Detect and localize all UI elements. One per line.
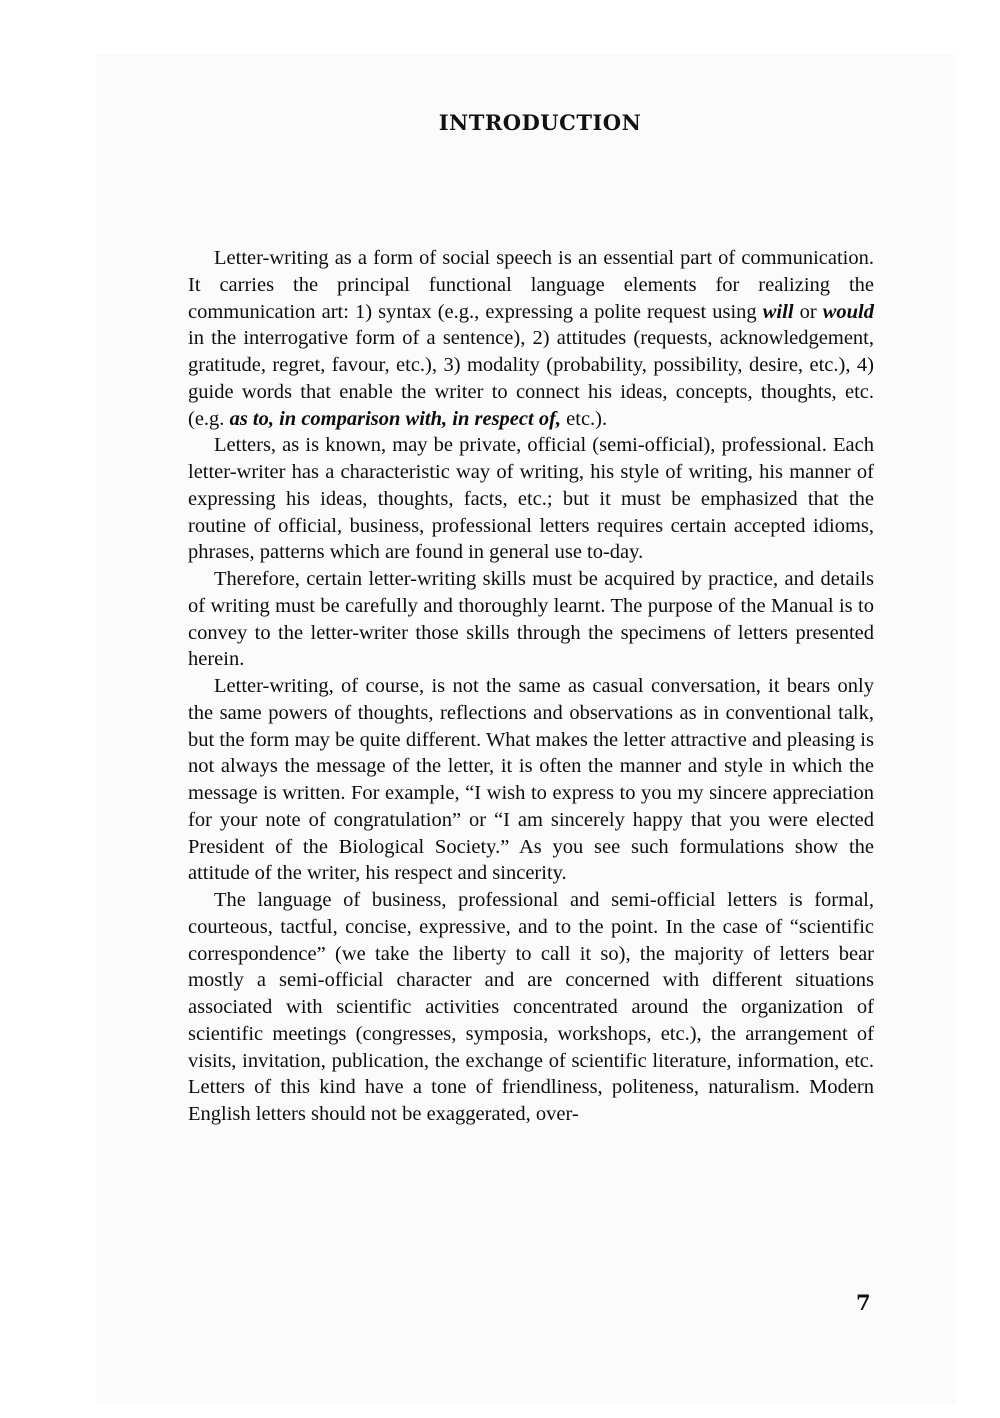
- paragraph-3: Therefore, certain letter-writing skills must be acquired by practice, and details of writing must be carefully and thoroughly learnt. The purpose of the Manual is to convey to the letter-writer those skills through the specimens of letters presented herein.: [188, 568, 874, 671]
- body-text: [188, 245, 874, 1128]
- example-word-will: will: [762, 300, 794, 323]
- paragraph-1: Letter-writing as a form of social speech is an essential part of communication. It carries the principal functional language elements for realizing the communication art: 1) syntax (e.g., expressing a polite request using will or would in the interrogative form of a sentence), 2) attitudes (requests, acknowledgement, gratitude, regret, favour, etc.), 3) modality (probability, possibility, desire, etc.), 4) guide words that enable the writer to connect his ideas, concepts, thoughts, etc. (e.g. as to, in comparison with, in respect of, etc.).: [188, 247, 875, 430]
- page-title: INTRODUCTION: [438, 110, 642, 135]
- example-guide-words: as to, in comparison with, in respect of,: [229, 407, 562, 430]
- page-number: 7: [856, 1290, 871, 1315]
- paragraph-2: Letters, as is known, may be private, official (semi-official), professional. Each letter-writer has a characteristic way of writing, his style of writing, his manner of expressing his ideas, thoughts, facts, etc.; but it must be emphasized that the routine of official, business, professional letters requires certain accepted idioms, phrases, patterns which are found in general use to-day.: [188, 434, 874, 564]
- paragraph-5: The language of business, professional and semi-official letters is formal, courteous, tactful, concise, expressive, and to the point. In the case of “scientific correspondence” (we take the liberty to call it so), the majority of letters bear mostly a semi-official character and are concerned with different situations associated with scientific activities concentrated around the organization of scientific meetings (congresses, symposia, workshops, etc.), the arrangement of visits, invitation, publication, the exchange of scientific literature, information, etc. Letters of this kind have a tone of friendliness, politeness, naturalism. Modern English letters should not be exaggerated, over-: [188, 889, 874, 1125]
- paragraph-4: Letter-writing, of course, is not the same as casual conversation, it bears only the same powers of thoughts, reflections and observations as in conventional talk, but the form may be quite different. What makes the letter attractive and pleasing is not always the message of the letter, it is often the manner and style in which the message is written. For example, “I wish to express to you my sincere appreciation for your note of congratulation” or “I am sincerely happy that you were elected President of the Biological Society.” As you see such formulations show the attitude of the writer, his respect and sincerity.: [188, 675, 874, 885]
- example-word-would: would: [822, 300, 875, 323]
